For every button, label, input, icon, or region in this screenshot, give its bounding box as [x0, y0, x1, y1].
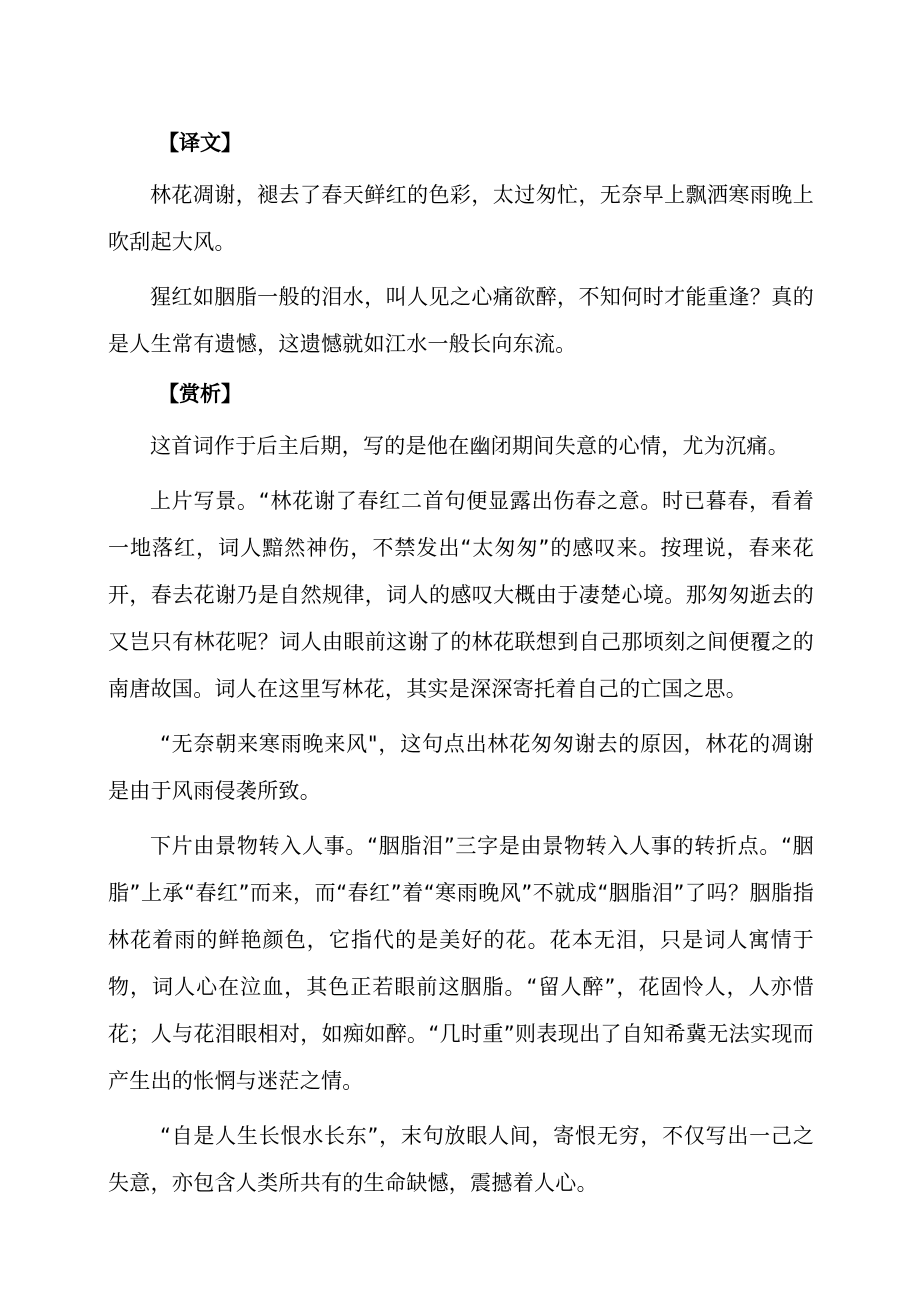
appreciation-paragraph-4: 下片由景物转入人事。“胭脂泪”三字是由景物转入人事的转折点。“胭脂”上承“春红”而来，而“春红”着“寒雨晚风”不就成“胭脂泪”了吗？胭脂指林花着雨的鲜艳颜色，它指代的是美好的花。花本无泪，只是词人寓情于物，词人心在泣血，其色正若眼前这胭脂。“留人醉”，花固怜人，人亦惜花；人与花泪眼相对，如痴如醉。“几时重”则表现出了自知希冀无法实现而产生出的怅惘与迷茫之情。	[108, 834, 814, 1093]
translation-heading: 【译文】	[158, 131, 242, 155]
appreciation-paragraph-1: 这首词作于后主后期，写的是他在幽闭期间失意的心情，尤为沉痛。	[150, 434, 789, 458]
appreciation-paragraph-3: “无奈朝来寒雨晚来风"，这句点出林花匆匆谢去的原因，林花的凋谢是由于风雨侵袭所致。	[108, 732, 814, 803]
appreciation-paragraph-5: “自是人生长恨水长东”，末句放眼人间，寄恨无穷，不仅写出一己之失意，亦包含人类所共有的生命缺憾，震撼着人心。	[108, 1124, 814, 1195]
appreciation-paragraph-2: 上片写景。“林花谢了春红二首句便显露出伤春之意。时已暮春，看着一地落红，词人黯然神伤，不禁发出“太匆匆”的感叹来。按理说，春来花开，春去花谢乃是自然规律，词人的感叹大概由于凄楚心境。那匆匆逝去的又岂只有林花呢？词人由眼前这谢了的林花联想到自己那顷刻之间便覆之的南唐故国。词人在这里写林花，其实是深深寄托着自己的亡国之思。	[108, 489, 814, 701]
translation-paragraph-2: 猩红如胭脂一般的泪水，叫人见之心痛欲醉，不知何时才能重逢？真的是人生常有遗憾，这遗憾就如江水一般长向东流。	[108, 285, 814, 356]
document-page	[108, 125, 814, 1207]
translation-paragraph-1: 林花凋谢，褪去了春天鲜红的色彩，太过匆忙，无奈早上飘洒寒雨晚上吹刮起大风。	[108, 183, 814, 254]
appreciation-heading: 【赏析】	[158, 382, 242, 406]
